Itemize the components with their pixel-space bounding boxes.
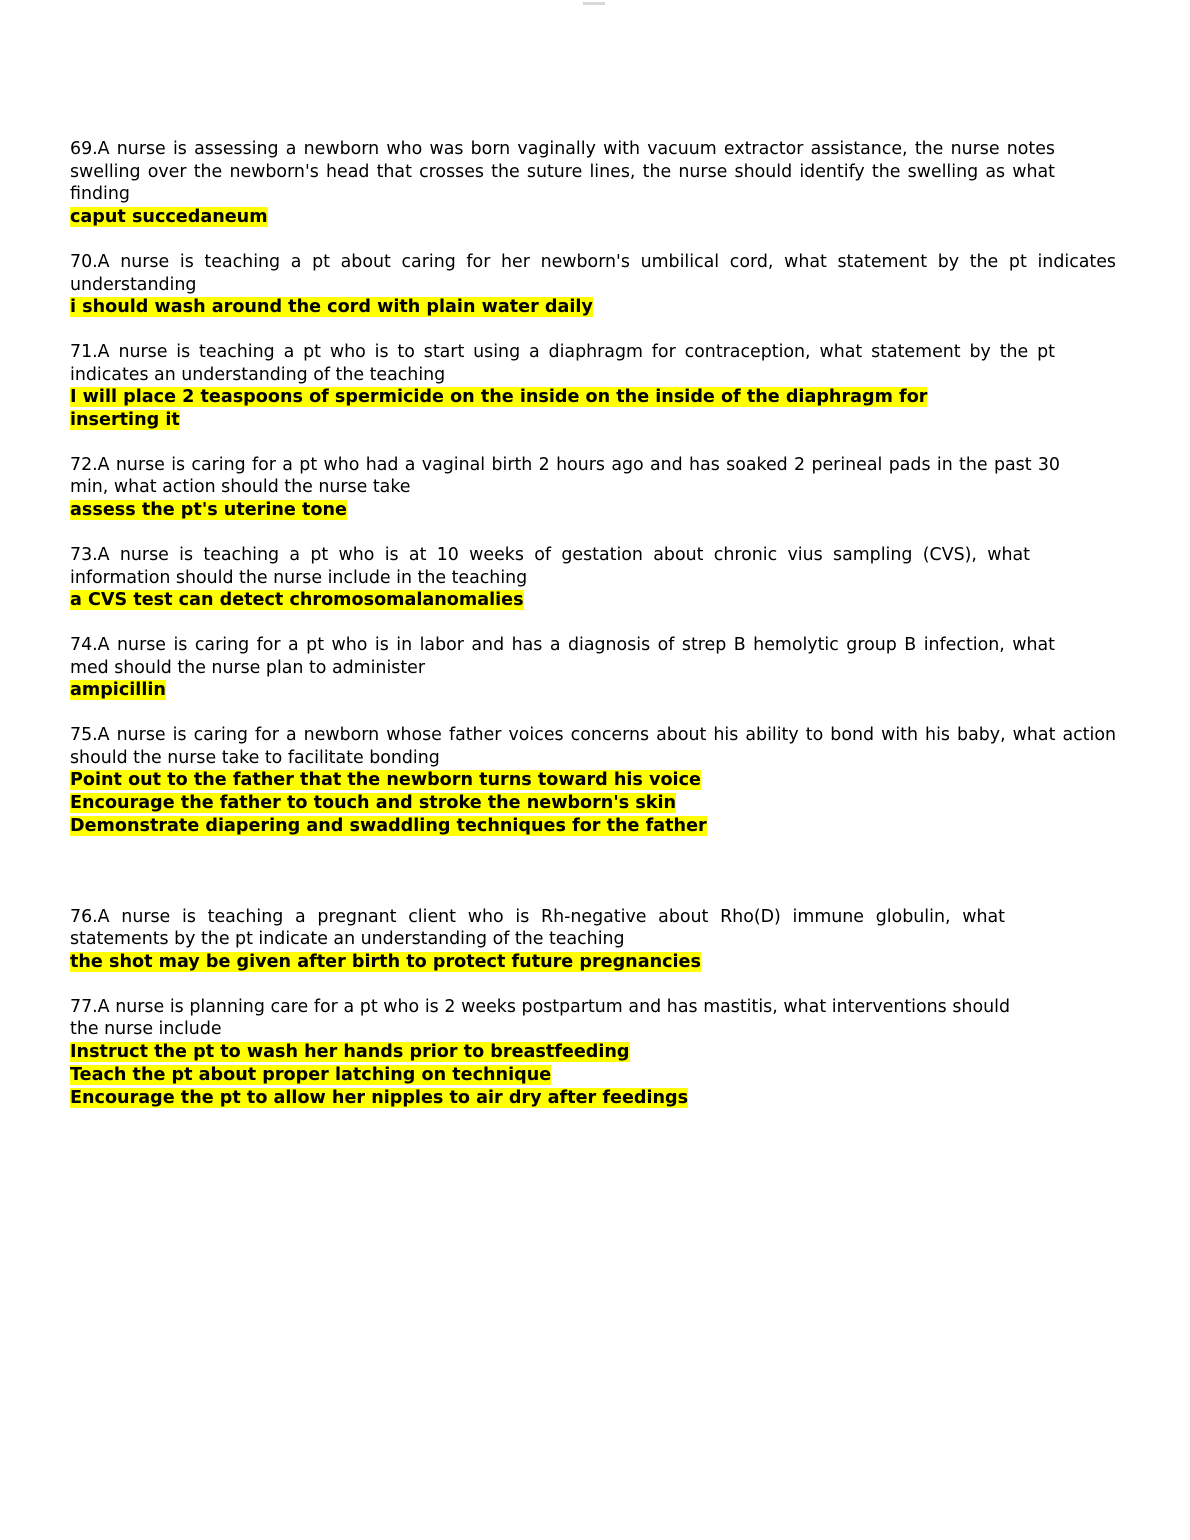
answer-highlight — [70, 792, 676, 815]
answer-highlight — [70, 386, 927, 409]
answer-highlight — [70, 1064, 551, 1087]
answer-text: Encourage the pt to allow her nipples to air dry after feedings — [70, 1087, 689, 1108]
answer-text: caput succedaneum — [70, 207, 268, 228]
question-73-block — [70, 544, 1120, 612]
answer-text: assess the pt's uterine tone — [70, 500, 347, 521]
question-76-block — [70, 906, 1120, 974]
question-74-answers — [70, 679, 1120, 702]
answer-highlight — [70, 206, 268, 229]
question-71-text: 71.A nurse is teaching a pt who is to start using a diaphragm for contraception, what statement by the pt indicates an understanding of the teaching — [70, 341, 1055, 385]
answer-text: Encourage the father to touch and stroke the newborn's skin — [70, 793, 677, 814]
document-body — [70, 138, 1120, 1109]
question-73-answers — [70, 589, 1120, 612]
answer-highlight — [70, 951, 701, 974]
question-72-answers — [70, 499, 1120, 522]
answer-text: Instruct the pt to wash her hands prior to breastfeeding — [70, 1042, 630, 1063]
question-69-answers — [70, 206, 1120, 229]
answer-highlight — [70, 1087, 688, 1110]
answer-text: Teach the pt about proper latching on technique — [70, 1064, 552, 1085]
question-75-text: 75.A nurse is caring for a newborn whose father voices concerns about his ability to bond with his baby, what action should the nurse take to facilitate bonding — [70, 725, 1116, 768]
question-77-block — [70, 996, 1120, 1110]
answer-highlight — [70, 769, 701, 792]
answer-text: I will place 2 teaspoons of spermicide on the inside on the inside of the diaphragm for — [70, 387, 928, 408]
question-77-text: 77.A nurse is planning care for a pt who is 2 weeks postpartum and has mastitis, what interventions should the nurse include — [70, 996, 1010, 1040]
question-72-text: 72.A nurse is caring for a pt who had a vaginal birth 2 hours ago and has soaked 2 perineal pads in the past 30 min, what action should the nurse take — [70, 454, 1060, 498]
answer-text: Point out to the father that the newborn turns toward his voice — [70, 770, 701, 791]
answer-text: Demonstrate diapering and swaddling techniques for the father — [70, 815, 707, 836]
question-72-block — [70, 454, 1120, 522]
question-74-block — [70, 634, 1120, 702]
answer-highlight — [70, 1041, 630, 1064]
question-76-answers — [70, 951, 1120, 974]
answer-highlight — [70, 409, 180, 432]
question-74-text: 74.A nurse is caring for a pt who is in labor and has a diagnosis of strep B hemolytic group B infection, what med should the nurse plan to administer — [70, 634, 1055, 678]
answer-text: i should wash around the cord with plain water daily — [70, 297, 593, 318]
answer-highlight — [70, 815, 707, 838]
question-69-block — [70, 138, 1120, 229]
question-69-text: 69.A nurse is assessing a newborn who was born vaginally with vacuum extractor assistance, the nurse notes swelling over the newborn's head that crosses the suture lines, the nurse should identify the swelling as what finding — [70, 139, 1055, 205]
question-76-text: 76.A nurse is teaching a pregnant client who is Rh-negative about Rho(D) immune globulin, what statements by the pt indicate an understanding of the teaching — [70, 906, 1005, 950]
answer-highlight — [70, 679, 166, 702]
question-71-answers — [70, 386, 1120, 431]
header-mark — [583, 2, 605, 5]
answer-highlight — [70, 589, 524, 612]
answer-highlight — [70, 499, 347, 522]
question-75-answers — [70, 769, 1120, 837]
answer-text: the shot may be given after birth to protect future pregnancies — [70, 951, 701, 972]
question-70-text: 70.A nurse is teaching a pt about caring for her newborn's umbilical cord, what statement by the pt indicates understanding — [70, 251, 1116, 295]
question-70-answers — [70, 296, 1120, 319]
question-71-block — [70, 341, 1120, 432]
question-77-answers — [70, 1041, 1120, 1109]
answer-text: ampicillin — [70, 680, 166, 701]
question-70-block — [70, 251, 1120, 319]
answer-text: inserting it — [70, 410, 180, 431]
question-73-text: 73.A nurse is teaching a pt who is at 10 weeks of gestation about chronic vius sampling (CVS), what information should the nurse include in the teaching — [70, 544, 1030, 588]
question-75-block — [70, 724, 1120, 838]
answer-highlight — [70, 296, 593, 319]
answer-text: a CVS test can detect chromosomalanomalies — [70, 590, 524, 611]
